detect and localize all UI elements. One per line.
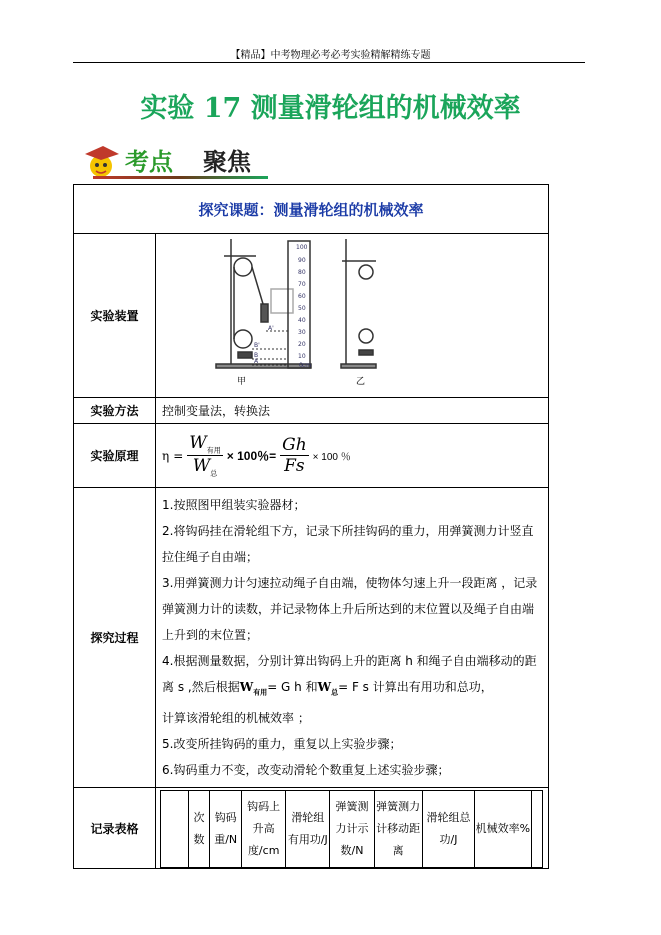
point-label: A' bbox=[268, 325, 274, 332]
row-label-apparatus: 实验装置 bbox=[74, 234, 156, 398]
equals: = bbox=[173, 448, 184, 463]
col-header: 弹簧测力计移动距离 bbox=[374, 791, 422, 868]
w-useful: W bbox=[239, 680, 254, 694]
col-header bbox=[161, 791, 189, 868]
logo-text-2: 聚焦 bbox=[203, 147, 251, 176]
scale-tick: 80 bbox=[298, 269, 306, 276]
row-label-principle: 实验原理 bbox=[74, 424, 156, 488]
times-100-2: × 100 ％ bbox=[312, 452, 351, 463]
scale-tick: 100 bbox=[296, 244, 308, 251]
graduate-emoji-icon bbox=[79, 140, 123, 180]
experiment-table bbox=[73, 184, 549, 869]
figure-label-yi: 乙 bbox=[356, 377, 366, 387]
step-5: 5.改变所挂钩码的重力，重复以上实验步骤； bbox=[162, 737, 402, 752]
row-label-method: 实验方法 bbox=[74, 398, 156, 424]
scale-tick: 60 bbox=[298, 293, 306, 300]
figure-label-jia: 甲 bbox=[237, 377, 247, 387]
w-total: W bbox=[317, 680, 332, 694]
scale-tick: 90 bbox=[298, 257, 306, 264]
step-3: 3.用弹簧测力计匀速拉动绳子自由端，使物体匀速上升一段距离 ，记录弹簧测力计的读数，并记录物体上升后所达到的末位置以及绳子自由端上升到的末位置； bbox=[162, 576, 538, 642]
section-logo bbox=[75, 138, 285, 182]
logo-text-1: 考点 bbox=[125, 147, 173, 176]
step-4-text: 4.根据测量数据，分别计算出钩码上升的距离 h 和绳子自由端移动的距离 s ,然后根据 bbox=[162, 654, 537, 694]
scale-tick: 20 bbox=[298, 341, 306, 348]
w-useful: W bbox=[189, 432, 207, 453]
col-header: 钩码重/N bbox=[210, 791, 242, 868]
scale-tick: 10 bbox=[298, 353, 306, 360]
step-1: 1.按照图甲组装实验器材； bbox=[162, 498, 306, 512]
sub-useful: 有用 bbox=[206, 446, 221, 454]
row-label-procedure: 探究过程 bbox=[74, 488, 156, 788]
sub-total: 总 bbox=[210, 469, 218, 478]
col-header: 滑轮组总功/J bbox=[422, 791, 474, 868]
col-header: 机械效率% bbox=[475, 791, 531, 868]
eta-symbol: η bbox=[162, 448, 170, 463]
eq-gh: = G h 和 bbox=[267, 680, 318, 694]
times-100: × 100％= bbox=[226, 449, 277, 463]
page-header: 【精品】中考物理必考必考实验精解精练专题 bbox=[230, 50, 431, 61]
step-4 bbox=[162, 648, 542, 705]
col-header: 钩码上升高度/cm bbox=[242, 791, 286, 868]
fs: Fs bbox=[284, 456, 305, 476]
eq-fs: = F s bbox=[338, 680, 369, 694]
topic-title: 探究课题：测量滑轮组的机械效率 bbox=[74, 185, 549, 234]
w-total: W bbox=[192, 456, 211, 476]
scale-tick: 40 bbox=[298, 317, 306, 324]
row-label-record: 记录表格 bbox=[74, 788, 156, 869]
header-divider bbox=[73, 62, 585, 63]
step-4-tail: 计算出有用功和总功， bbox=[372, 680, 493, 694]
page-title: 实验 17 测量滑轮组的机械效率 bbox=[140, 93, 521, 124]
apparatus-figure bbox=[156, 234, 549, 398]
gh: Gh bbox=[282, 435, 307, 455]
col-header: 次数 bbox=[188, 791, 210, 868]
point-label: A bbox=[254, 358, 259, 365]
col-header: 弹簧测力计示数/N bbox=[330, 791, 374, 868]
record-table bbox=[160, 790, 543, 868]
scale-tick: 50 bbox=[298, 305, 306, 312]
method-text: 控制变量法，转换法 bbox=[156, 398, 549, 424]
procedure-steps bbox=[156, 488, 549, 788]
sub-useful: 有用 bbox=[253, 687, 268, 697]
sub-total: 总 bbox=[331, 687, 339, 697]
scale-tick: 0 bbox=[299, 362, 303, 369]
scale-tick: 30 bbox=[298, 329, 306, 336]
step-4-cont: 计算该滑轮组的机械效率 ； bbox=[162, 711, 310, 726]
col-header bbox=[531, 791, 542, 868]
scale-tick: 70 bbox=[298, 281, 306, 288]
pulley-diagram bbox=[156, 234, 548, 394]
efficiency-formula bbox=[162, 433, 542, 479]
point-label: B' bbox=[254, 342, 260, 349]
step-6: 6.钩码重力不变，改变动滑轮个数重复上述实验步骤； bbox=[162, 763, 450, 778]
point-label: B bbox=[254, 352, 259, 359]
logo-underline bbox=[93, 176, 268, 179]
col-header: 滑轮组有用功/J bbox=[286, 791, 330, 868]
scale-unit: cm bbox=[302, 362, 312, 369]
step-2: 2.将钩码挂在滑轮组下方，记录下所挂钩码的重力，用弹簧测力计竖直拉住绳子自由端； bbox=[162, 524, 534, 564]
